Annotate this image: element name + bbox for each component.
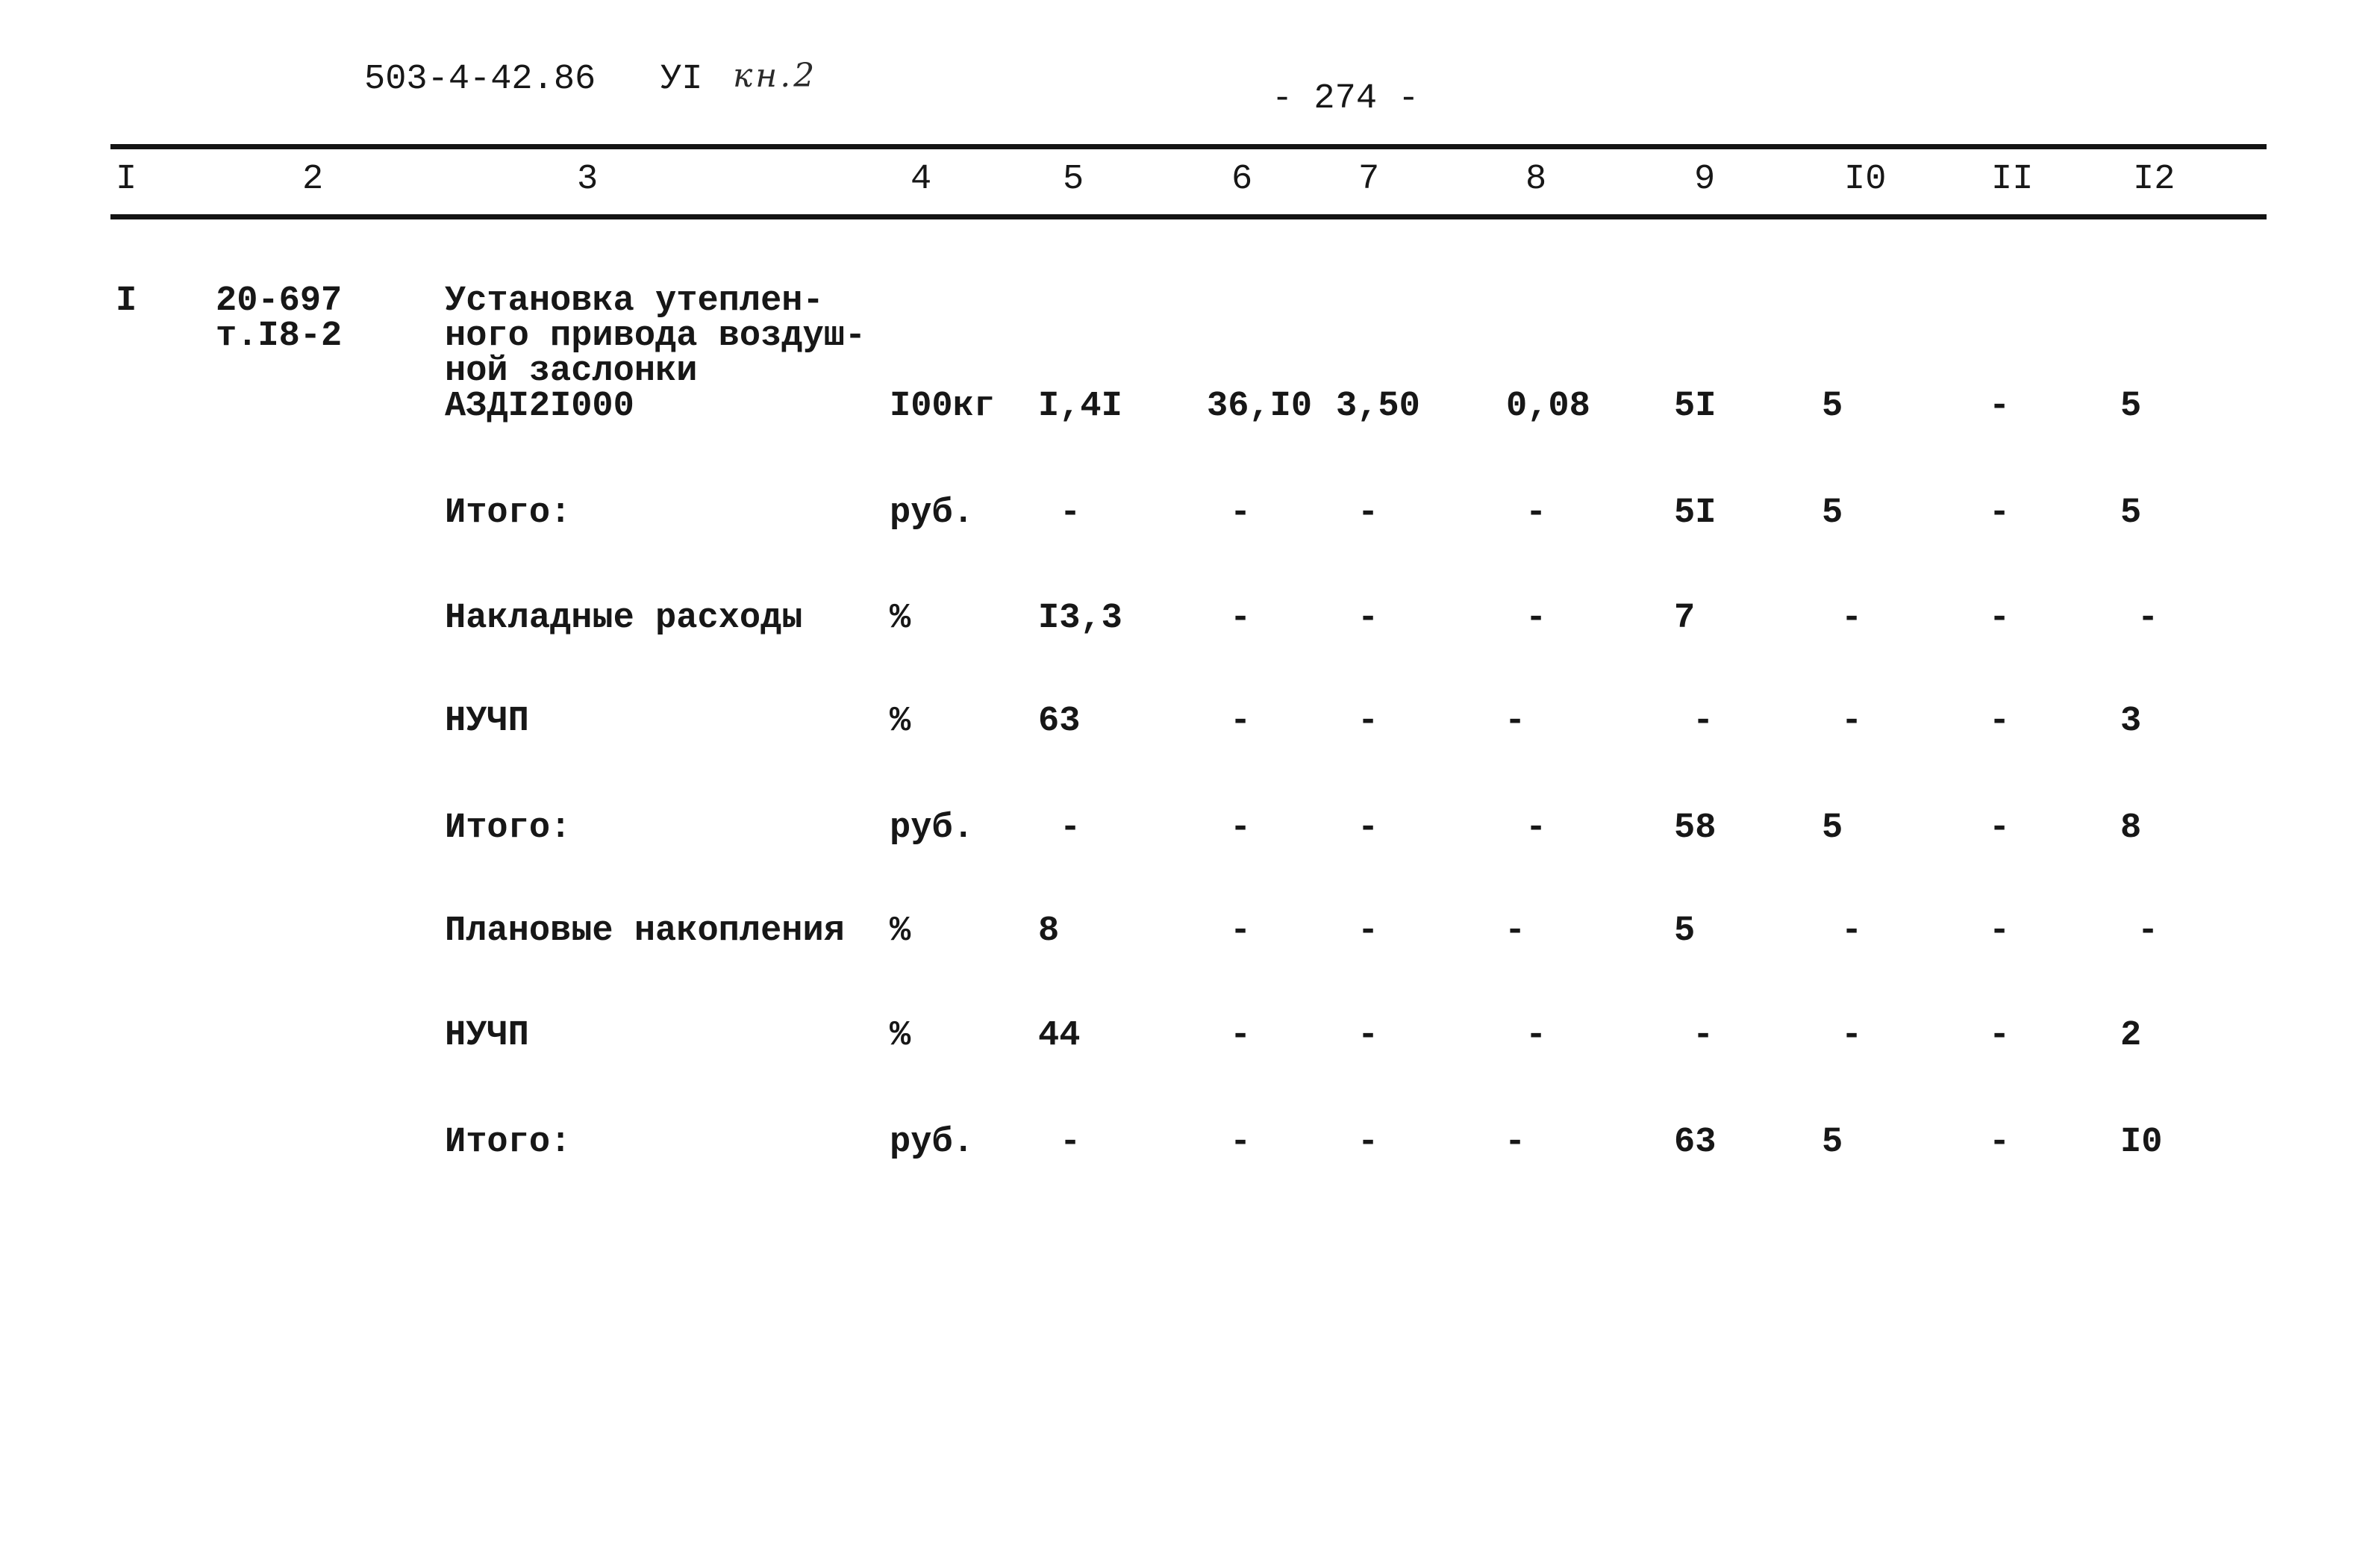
- unit-cell: руб.: [890, 808, 974, 848]
- cell-col-7: -: [1358, 1123, 1379, 1162]
- work-description: Накладные расходы: [445, 599, 803, 638]
- cell-col-12: -: [2137, 599, 2159, 638]
- cell-col-10: 5: [1822, 1123, 1843, 1162]
- cell-col-11: -: [1989, 911, 2011, 951]
- cell-col-7: -: [1358, 493, 1379, 533]
- cell-col-6: -: [1230, 702, 1252, 741]
- column-number-9: 9: [1694, 160, 1716, 199]
- work-description: НУЧП: [445, 702, 529, 741]
- unit-cell: %: [890, 702, 911, 741]
- cell-col-12: I0: [2120, 1123, 2163, 1162]
- cell-col-6: -: [1230, 808, 1252, 848]
- cell-col-5: I,4I: [1038, 387, 1122, 426]
- column-number-1: I: [116, 160, 137, 199]
- column-number-12: I2: [2133, 160, 2176, 199]
- column-number-7: 7: [1358, 160, 1380, 199]
- column-number-10: I0: [1844, 160, 1887, 199]
- norm-code: [216, 281, 343, 356]
- cell-col-10: -: [1841, 702, 1863, 741]
- work-description-line: ного привода воздуш-: [445, 317, 866, 356]
- cell-col-8: 0,08: [1506, 387, 1590, 426]
- cell-col-8: -: [1505, 702, 1526, 741]
- column-number-6: 6: [1231, 160, 1253, 199]
- cell-col-6: -: [1230, 1016, 1252, 1056]
- norm-code-line: 20-697: [216, 281, 343, 321]
- cell-col-11: -: [1989, 599, 2011, 638]
- cell-col-12: 2: [2120, 1016, 2142, 1056]
- cell-col-12: 5: [2120, 493, 2142, 533]
- table-row: [0, 808, 2380, 848]
- cell-col-12: -: [2137, 911, 2159, 951]
- volume-label: УI: [660, 60, 703, 99]
- column-number-8: 8: [1525, 160, 1547, 199]
- cell-col-9: 5I: [1674, 387, 1717, 426]
- table-row: [0, 1125, 2380, 1160]
- cell-col-9: 63: [1674, 1123, 1717, 1162]
- cell-col-12: 5: [2120, 387, 2142, 426]
- header-rule-top: [110, 144, 2267, 149]
- column-number-2: 2: [302, 160, 324, 199]
- column-number-3: 3: [577, 160, 599, 199]
- column-number-11: II: [1991, 160, 2034, 199]
- column-number-4: 4: [911, 160, 932, 199]
- work-description-line: Установка утеплен-: [445, 281, 824, 321]
- cell-col-10: -: [1841, 1016, 1863, 1056]
- row-number: I: [116, 281, 137, 321]
- work-description: [445, 281, 866, 426]
- cell-col-6: -: [1230, 911, 1252, 951]
- table-row: [0, 911, 2380, 951]
- unit-cell: руб.: [890, 493, 974, 533]
- cell-col-10: 5: [1822, 808, 1843, 848]
- column-number-5: 5: [1063, 160, 1084, 199]
- cell-col-6: 36,I0: [1207, 387, 1313, 426]
- work-description: Итого:: [445, 1123, 572, 1162]
- handwritten-book-label: кн.2: [733, 57, 818, 95]
- cell-col-5: 8: [1038, 911, 1060, 951]
- cell-col-9: -: [1693, 702, 1714, 741]
- unit-cell: %: [890, 911, 911, 951]
- cell-col-8: -: [1525, 1016, 1547, 1056]
- cell-col-7: -: [1358, 1016, 1379, 1056]
- work-description: НУЧП: [445, 1016, 529, 1056]
- table-row: [0, 1016, 2380, 1056]
- work-description: Итого:: [445, 493, 572, 533]
- column-numbers-row: [0, 162, 2380, 197]
- unit-cell: I00кг: [890, 387, 996, 426]
- work-description-line: ной заслонки: [445, 352, 698, 391]
- unit-cell: %: [890, 1016, 911, 1056]
- table-row: [0, 601, 2380, 636]
- cell-col-6: -: [1230, 599, 1252, 638]
- cell-col-10: -: [1841, 911, 1863, 951]
- cell-col-11: -: [1989, 387, 2011, 426]
- cell-col-6: -: [1230, 1123, 1252, 1162]
- cell-col-10: -: [1841, 599, 1863, 638]
- cell-col-5: -: [1060, 808, 1081, 848]
- page-number: - 274 -: [1272, 79, 1419, 119]
- cell-col-11: -: [1989, 493, 2011, 533]
- work-description: Итого:: [445, 808, 572, 848]
- cell-col-12: 8: [2120, 808, 2142, 848]
- cell-col-11: -: [1989, 702, 2011, 741]
- cell-col-9: 7: [1674, 599, 1696, 638]
- cell-col-9: 5I: [1674, 493, 1717, 533]
- cell-col-7: 3,50: [1336, 387, 1420, 426]
- cell-col-9: -: [1693, 1016, 1714, 1056]
- cell-col-5: 44: [1038, 1016, 1081, 1056]
- cell-col-8: -: [1525, 808, 1547, 848]
- cell-col-6: -: [1230, 493, 1252, 533]
- work-description: Плановые накопления: [445, 911, 845, 951]
- cell-col-9: 58: [1674, 808, 1717, 848]
- cell-col-11: -: [1989, 808, 2011, 848]
- work-description-line: АЗДI2I000: [445, 387, 634, 426]
- cell-col-9: 5: [1674, 911, 1696, 951]
- cell-col-11: -: [1989, 1016, 2011, 1056]
- cell-col-8: -: [1525, 599, 1547, 638]
- table-row: [0, 704, 2380, 739]
- cell-col-8: -: [1505, 1123, 1526, 1162]
- cell-col-7: -: [1358, 808, 1379, 848]
- cell-col-10: 5: [1822, 387, 1843, 426]
- norm-code-line: т.I8-2: [216, 317, 343, 356]
- cell-col-8: -: [1505, 911, 1526, 951]
- cell-col-8: -: [1525, 493, 1547, 533]
- cell-col-7: -: [1358, 702, 1379, 741]
- cell-col-5: -: [1060, 1123, 1081, 1162]
- cell-col-5: 63: [1038, 702, 1081, 741]
- cell-col-7: -: [1358, 599, 1379, 638]
- table-row: [0, 493, 2380, 533]
- document-code: 503-4-42.86: [364, 60, 596, 99]
- unit-cell: руб.: [890, 1123, 974, 1162]
- cell-col-10: 5: [1822, 493, 1843, 533]
- table-row: [0, 281, 2380, 426]
- cell-col-5: -: [1060, 493, 1081, 533]
- cell-col-7: -: [1358, 911, 1379, 951]
- unit-cell: %: [890, 599, 911, 638]
- cell-col-5: I3,3: [1038, 599, 1122, 638]
- header-rule-bottom: [110, 214, 2267, 219]
- cell-col-12: 3: [2120, 702, 2142, 741]
- cell-col-11: -: [1989, 1123, 2011, 1162]
